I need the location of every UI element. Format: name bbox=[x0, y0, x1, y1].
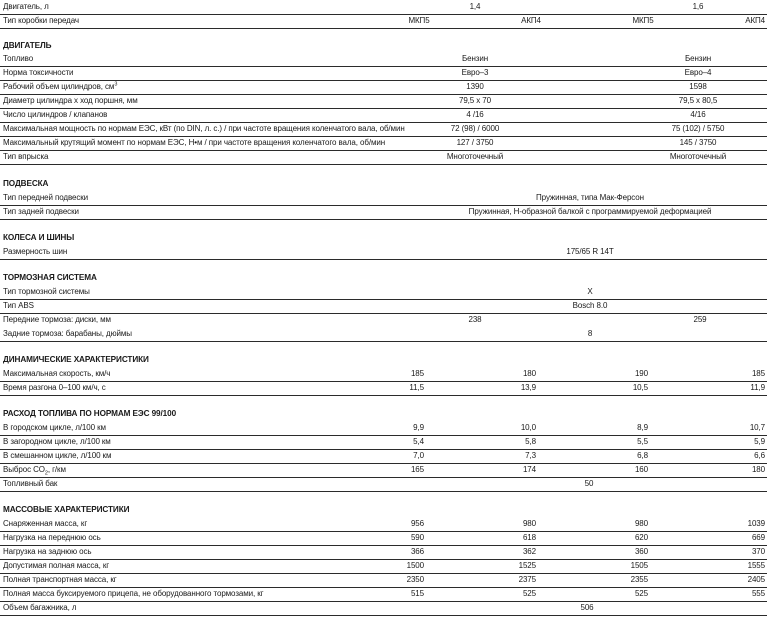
gross-mass-2: 1525 bbox=[518, 561, 536, 570]
highway-cycle-2: 5,8 bbox=[525, 437, 536, 446]
front-axle-4: 669 bbox=[751, 533, 765, 542]
front-axle-2: 618 bbox=[522, 533, 536, 542]
gearbox-row bbox=[0, 14, 767, 29]
displacement-1: 1390 bbox=[466, 82, 484, 91]
torque-2: 145 / 3750 bbox=[679, 138, 717, 147]
gearbox-col-2: АКП4 bbox=[521, 16, 541, 25]
front-brakes-row bbox=[0, 313, 767, 327]
gearbox-col-1: МКП5 bbox=[408, 16, 430, 25]
front-axle-1: 590 bbox=[410, 533, 424, 542]
train-mass-3: 2355 bbox=[630, 575, 648, 584]
injection-1: Многоточечный bbox=[446, 152, 504, 161]
highway-cycle-row bbox=[0, 435, 767, 450]
abs-label: Тип ABS bbox=[3, 301, 34, 310]
city-cycle-1: 9,9 bbox=[413, 423, 424, 432]
mixed-cycle-3: 6,8 bbox=[637, 451, 648, 460]
toxicity-row bbox=[0, 66, 767, 81]
front-brakes-1: 238 bbox=[468, 315, 482, 324]
front-brakes-2: 259 bbox=[693, 315, 707, 324]
city-cycle-3: 8,9 bbox=[637, 423, 648, 432]
mixed-cycle-row bbox=[0, 449, 767, 464]
city-cycle-4: 10,7 bbox=[749, 423, 765, 432]
power-row bbox=[0, 122, 767, 137]
mixed-cycle-1: 7,0 bbox=[413, 451, 424, 460]
engine-section-title: ДВИГАТЕЛЬ bbox=[3, 41, 52, 50]
mixed-cycle-2: 7,3 bbox=[525, 451, 536, 460]
bore-stroke-label: Диаметр цилиндра х ход поршня, мм bbox=[3, 96, 138, 105]
displacement-row bbox=[0, 80, 767, 95]
rear-axle-1: 366 bbox=[410, 547, 424, 556]
front-axle-row bbox=[0, 531, 767, 546]
cylinders-1: 4 /16 bbox=[466, 110, 484, 119]
bore-stroke-1: 79,5 х 70 bbox=[458, 96, 491, 105]
gearbox-col-4: АКП4 bbox=[745, 16, 765, 25]
acceleration-row bbox=[0, 381, 767, 396]
tire-size-row bbox=[0, 245, 767, 260]
toxicity-2: Евро–4 bbox=[684, 68, 712, 77]
torque-1: 127 / 3750 bbox=[456, 138, 494, 147]
cylinders-label: Число цилиндров / клапанов bbox=[3, 110, 108, 119]
fuel-tank-label: Топливный бак bbox=[3, 479, 58, 488]
rear-suspension-row bbox=[0, 205, 767, 220]
fuel-type-1: Бензин bbox=[461, 54, 489, 63]
trailer-mass-label: Полная масса буксируемого прицепа, не оборудованного тормозами, кг bbox=[3, 589, 264, 598]
fuel-type-row bbox=[0, 52, 767, 67]
acceleration-4: 11,9 bbox=[750, 383, 765, 392]
max-speed-4: 185 bbox=[751, 369, 765, 378]
curb-mass-4: 1039 bbox=[747, 519, 765, 528]
wheels-section-title: КОЛЕСА И ШИНЫ bbox=[3, 233, 75, 242]
max-speed-3: 190 bbox=[634, 369, 648, 378]
engine-volume-1: 1,4 bbox=[469, 2, 481, 11]
curb-mass-1: 956 bbox=[410, 519, 424, 528]
gross-mass-label: Допустимая полная масса, кг bbox=[3, 561, 110, 570]
bore-stroke-row bbox=[0, 94, 767, 109]
highway-cycle-label: В загородном цикле, л/100 км bbox=[3, 437, 111, 446]
gearbox-col-3: МКП5 bbox=[632, 16, 654, 25]
front-axle-label: Нагрузка на переднюю ось bbox=[3, 533, 101, 542]
brakes-section-title: ТОРМОЗНАЯ СИСТЕМА bbox=[3, 273, 97, 282]
trailer-mass-3: 525 bbox=[634, 589, 648, 598]
brake-system-value: X bbox=[587, 287, 593, 296]
trailer-mass-1: 515 bbox=[410, 589, 424, 598]
front-suspension-row bbox=[0, 191, 767, 206]
trunk-volume-row bbox=[0, 601, 767, 616]
mixed-cycle-label: В смешанном цикле, л/100 км bbox=[3, 451, 112, 460]
rear-axle-3: 360 bbox=[634, 547, 648, 556]
tire-size-value: 175/65 R 14T bbox=[566, 247, 614, 256]
rear-brakes-value: 8 bbox=[587, 329, 593, 338]
city-cycle-2: 10,0 bbox=[520, 423, 536, 432]
toxicity-label: Норма токсичности bbox=[3, 68, 74, 77]
front-brakes-label: Передние тормоза: диски, мм bbox=[3, 315, 111, 324]
train-mass-1: 2350 bbox=[406, 575, 424, 584]
curb-mass-2: 980 bbox=[522, 519, 536, 528]
curb-mass-row bbox=[0, 517, 767, 532]
rear-brakes-label: Задние тормоза: барабаны, дюймы bbox=[3, 329, 132, 338]
trunk-volume-value: 506 bbox=[580, 603, 594, 612]
acceleration-3: 10,5 bbox=[632, 383, 648, 392]
power-label: Максимальная мощность по нормам ЕЭС, кВт (по DIN, л. с.) / при частоте вращения коленчатого вала, об/мин bbox=[3, 124, 405, 133]
torque-label: Максимальный крутящий момент по нормам ЕЭС, Н•м / при частоте вращения коленчатого вала, об/мин bbox=[3, 138, 386, 147]
rear-axle-2: 362 bbox=[522, 547, 536, 556]
rear-suspension-value: Пружинная, Н-образной балкой с программируемой деформацией bbox=[468, 207, 712, 216]
city-cycle-label: В городском цикле, л/100 км bbox=[3, 423, 106, 432]
rear-axle-label: Нагрузка на заднюю ось bbox=[3, 547, 92, 556]
abs-value: Bosch 8.0 bbox=[572, 301, 608, 310]
power-1: 72 (98) / 6000 bbox=[450, 124, 500, 133]
rear-brakes-row bbox=[0, 327, 767, 342]
brake-system-label: Тип тормозной системы bbox=[3, 287, 90, 296]
mixed-cycle-4: 6,6 bbox=[754, 451, 765, 460]
bore-stroke-2: 79,5 х 80,5 bbox=[678, 96, 718, 105]
fuel-type-2: Бензин bbox=[684, 54, 712, 63]
rear-axle-row bbox=[0, 545, 767, 560]
train-mass-row bbox=[0, 573, 767, 588]
max-speed-1: 185 bbox=[410, 369, 424, 378]
trailer-mass-row bbox=[0, 587, 767, 602]
co2-4: 180 bbox=[751, 465, 765, 474]
displacement-2: 1598 bbox=[689, 82, 707, 91]
engine-volume-row bbox=[0, 0, 767, 15]
cylinders-row bbox=[0, 108, 767, 123]
co2-1: 165 bbox=[410, 465, 424, 474]
co2-row bbox=[0, 463, 767, 478]
max-speed-label: Максимальная скорость, км/ч bbox=[3, 369, 111, 378]
highway-cycle-1: 5,4 bbox=[413, 437, 424, 446]
brake-system-row bbox=[0, 285, 767, 300]
train-mass-2: 2375 bbox=[518, 575, 536, 584]
engine-volume-2: 1,6 bbox=[692, 2, 704, 11]
co2-2: 174 bbox=[522, 465, 536, 474]
suspension-section-title: ПОДВЕСКА bbox=[3, 179, 49, 188]
highway-cycle-4: 5,9 bbox=[754, 437, 765, 446]
train-mass-4: 2405 bbox=[747, 575, 765, 584]
max-speed-2: 180 bbox=[522, 369, 536, 378]
fuel-tank-row bbox=[0, 477, 767, 492]
toxicity-1: Евро–3 bbox=[461, 68, 489, 77]
torque-row bbox=[0, 136, 767, 151]
co2-label: Выброс $CO_2$, г/км bbox=[3, 465, 66, 477]
acceleration-1: 11,5 bbox=[409, 383, 424, 392]
highway-cycle-3: 5,5 bbox=[637, 437, 648, 446]
max-speed-row bbox=[0, 367, 767, 382]
abs-row bbox=[0, 299, 767, 314]
trunk-volume-label: Объем багажника, л bbox=[3, 603, 77, 612]
dynamics-section-title: ДИНАМИЧЕСКИЕ ХАРАКТЕРИСТИКИ bbox=[3, 355, 149, 364]
rear-suspension-label: Тип задней подвески bbox=[3, 207, 79, 216]
co2-3: 160 bbox=[634, 465, 648, 474]
trailer-mass-2: 525 bbox=[522, 589, 536, 598]
front-axle-3: 620 bbox=[634, 533, 648, 542]
power-2: 75 (102) / 5750 bbox=[671, 124, 725, 133]
acceleration-label: Время разгона 0–100 км/ч, с bbox=[3, 383, 106, 392]
front-suspension-label: Тип передней подвески bbox=[3, 193, 89, 202]
curb-mass-3: 980 bbox=[634, 519, 648, 528]
injection-label: Тип впрыска bbox=[3, 152, 49, 161]
injection-row bbox=[0, 150, 767, 165]
front-suspension-value: Пружинная, типа Мак-Ферсон bbox=[536, 193, 644, 202]
mass-section-title: МАССОВЫЕ ХАРАКТЕРИСТИКИ bbox=[3, 505, 130, 514]
train-mass-label: Полная транспортная масса, кг bbox=[3, 575, 117, 584]
rear-axle-4: 370 bbox=[751, 547, 765, 556]
fuel-tank-value: 50 bbox=[584, 479, 594, 488]
acceleration-2: 13,9 bbox=[520, 383, 536, 392]
gross-mass-4: 1555 bbox=[747, 561, 765, 570]
engine-volume-label: Двигатель, л bbox=[3, 2, 49, 11]
gross-mass-1: 1500 bbox=[406, 561, 424, 570]
gearbox-label: Тип коробки передач bbox=[3, 16, 79, 25]
tire-size-label: Размерность шин bbox=[3, 247, 68, 256]
injection-2: Многоточечный bbox=[669, 152, 727, 161]
fuel-type-label: Топливо bbox=[3, 54, 34, 63]
gross-mass-3: 1505 bbox=[630, 561, 648, 570]
gross-mass-row bbox=[0, 559, 767, 574]
city-cycle-row bbox=[0, 421, 767, 436]
cylinders-2: 4/16 bbox=[690, 110, 706, 119]
fuel-section-title: РАСХОД ТОПЛИВА ПО НОРМАМ ЕЭС 99/100 bbox=[3, 409, 177, 418]
curb-mass-label: Снаряженная масса, кг bbox=[3, 519, 88, 528]
trailer-mass-4: 555 bbox=[751, 589, 765, 598]
displacement-label: Рабочий объем цилиндров, $см^3$ bbox=[3, 81, 118, 91]
